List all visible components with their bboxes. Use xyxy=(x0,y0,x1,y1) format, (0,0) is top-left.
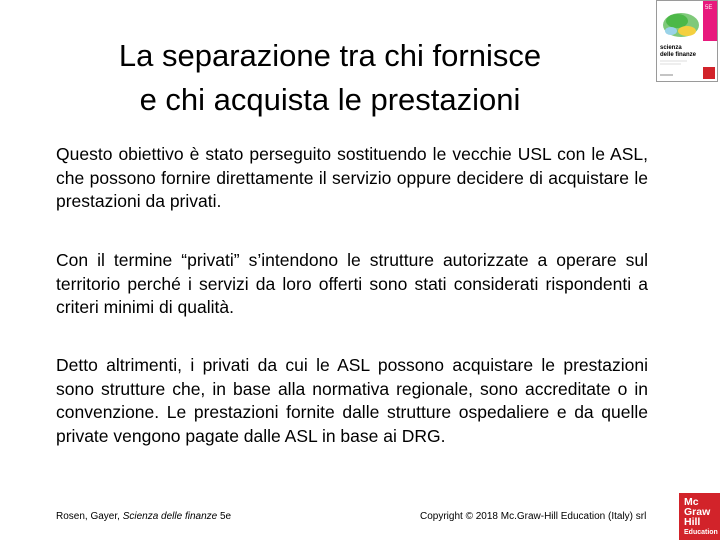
logo-line-2: Graw xyxy=(684,506,711,518)
slide-title-line-2: e chi acquista le prestazioni xyxy=(139,82,521,117)
logo-line-3: Hill xyxy=(684,516,701,528)
mcgraw-hill-logo xyxy=(679,493,720,540)
paragraph-3: Detto altrimenti, i privati da cui le ASL possono acquistare le prestazioni sono strutture che, in base alla normativa regionale, sono accreditate o in convenzione. Le prestazioni fornite dalle strutture ospedaliere e da quelle private vengono pagate dalle ASL in base ai DRG. xyxy=(56,355,648,446)
book-cover-art xyxy=(657,1,717,81)
paragraph-2: Con il termine “privati” s’intendono le strutture autorizzate a operare sul territorio perché i servizi da loro offerti sono stati considerati rispondenti a criteri minimi di qualità. xyxy=(56,250,648,317)
edition-badge: 5E xyxy=(705,5,713,11)
book-title-bottom: delle finanze xyxy=(660,52,697,58)
book-title-top: scienza xyxy=(660,45,682,51)
logo-line-1: Mc xyxy=(684,496,699,508)
slide-title xyxy=(40,34,620,122)
footer-book-title: Scienza delle finanze xyxy=(122,511,218,522)
footer-edition: 5e xyxy=(217,511,232,522)
footer-authors: Rosen, Gayer, xyxy=(56,511,123,522)
footer-citation xyxy=(56,511,231,523)
logo-line-4: Education xyxy=(684,529,718,536)
slide-title-line-1: La separazione tra chi fornisce xyxy=(118,38,542,73)
paragraph-1: Questo obiettivo è stato perseguito sostituendo le vecchie USL con le ASL, che possono fornire direttamente il servizio oppure decidere di acquistare le prestazioni da privati. xyxy=(56,144,648,211)
footer-copyright: Copyright © 2018 Mc.Graw-Hill Education (Italy) srl xyxy=(420,511,647,522)
book-cover-thumbnail xyxy=(656,0,718,82)
